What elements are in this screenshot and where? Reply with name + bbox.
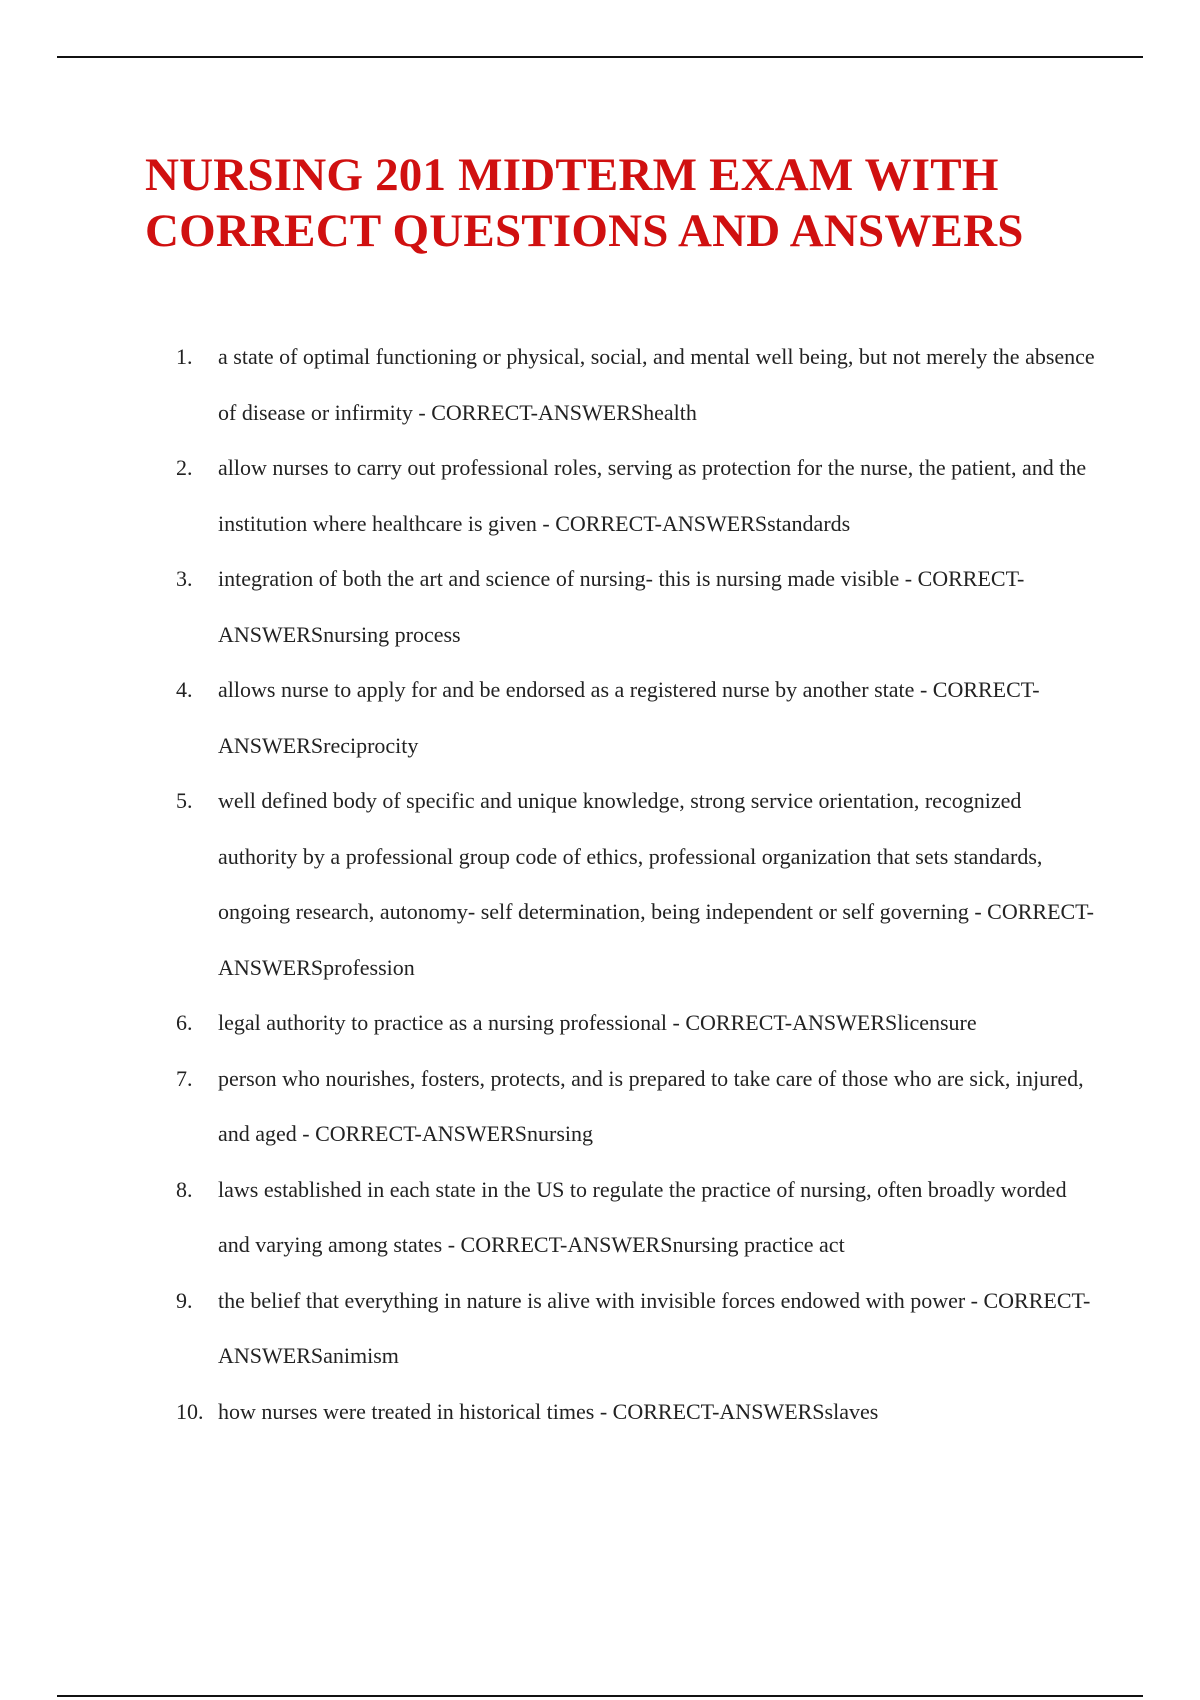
list-item	[176, 773, 1096, 995]
list-item	[176, 1384, 1096, 1440]
item-text: person who nourishes, fosters, protects, and is prepared to take care of those who are sick, injured, and aged - CORRECT-ANSWERSnursing	[218, 1065, 1084, 1146]
item-text: integration of both the art and science of nursing- this is nursing made visible - CORRECT-ANSWERSnursing process	[218, 566, 1025, 647]
item-number: 9.	[176, 1287, 193, 1313]
item-text: well defined body of specific and unique knowledge, strong service orientation, recognized authority by a professional group code of ethics, professional organization that sets standards, ongoing research, autonomy- self determination, being independent or self governing - CORRECT-ANSWERSprofession	[218, 788, 1094, 980]
top-rule	[57, 56, 1143, 58]
item-text: allow nurses to carry out professional roles, serving as protection for the nurse, the patient, and the institution where healthcare is given - CORRECT-ANSWERSstandards	[218, 455, 1087, 536]
list-item	[176, 1162, 1096, 1273]
item-number: 1.	[176, 344, 193, 369]
item-number: 3.	[176, 566, 193, 591]
item-text: legal authority to practice as a nursing professional - CORRECT-ANSWERSlicensure	[218, 1010, 977, 1035]
list-item	[176, 662, 1096, 773]
item-text: how nurses were treated in historical times - CORRECT-ANSWERSslaves	[218, 1398, 879, 1424]
item-text: the belief that everything in nature is alive with invisible forces endowed with power - CORRECT-ANSWERSanimism	[218, 1287, 1091, 1368]
item-number: 10.	[176, 1398, 204, 1424]
document-title: NURSING 201 MIDTERM EXAM WITH CORRECT QUESTIONS AND ANSWERS	[145, 149, 1024, 257]
list-item	[176, 1273, 1096, 1384]
item-number: 2.	[176, 455, 193, 480]
list-item	[176, 995, 1096, 1051]
question-answer-list	[176, 329, 1096, 1439]
item-number: 5.	[176, 788, 193, 813]
item-text: allows nurse to apply for and be endorsed as a registered nurse by another state - CORRECT-ANSWERSreciprocity	[218, 677, 1040, 758]
item-number: 8.	[176, 1176, 193, 1202]
item-number: 6.	[176, 1010, 193, 1035]
list-item	[176, 551, 1096, 662]
list-item	[176, 1051, 1096, 1162]
item-number: 7.	[176, 1065, 193, 1091]
item-text: laws established in each state in the US to regulate the practice of nursing, often broadly worded and varying among states - CORRECT-ANSWERSnursing practice act	[218, 1176, 1067, 1257]
list-item	[176, 440, 1096, 551]
item-text: a state of optimal functioning or physical, social, and mental well being, but not merely the absence of disease or infirmity - CORRECT-ANSWERShealth	[218, 344, 1095, 425]
bottom-rule	[57, 1695, 1143, 1697]
item-number: 4.	[176, 677, 193, 702]
list-item	[176, 329, 1096, 440]
